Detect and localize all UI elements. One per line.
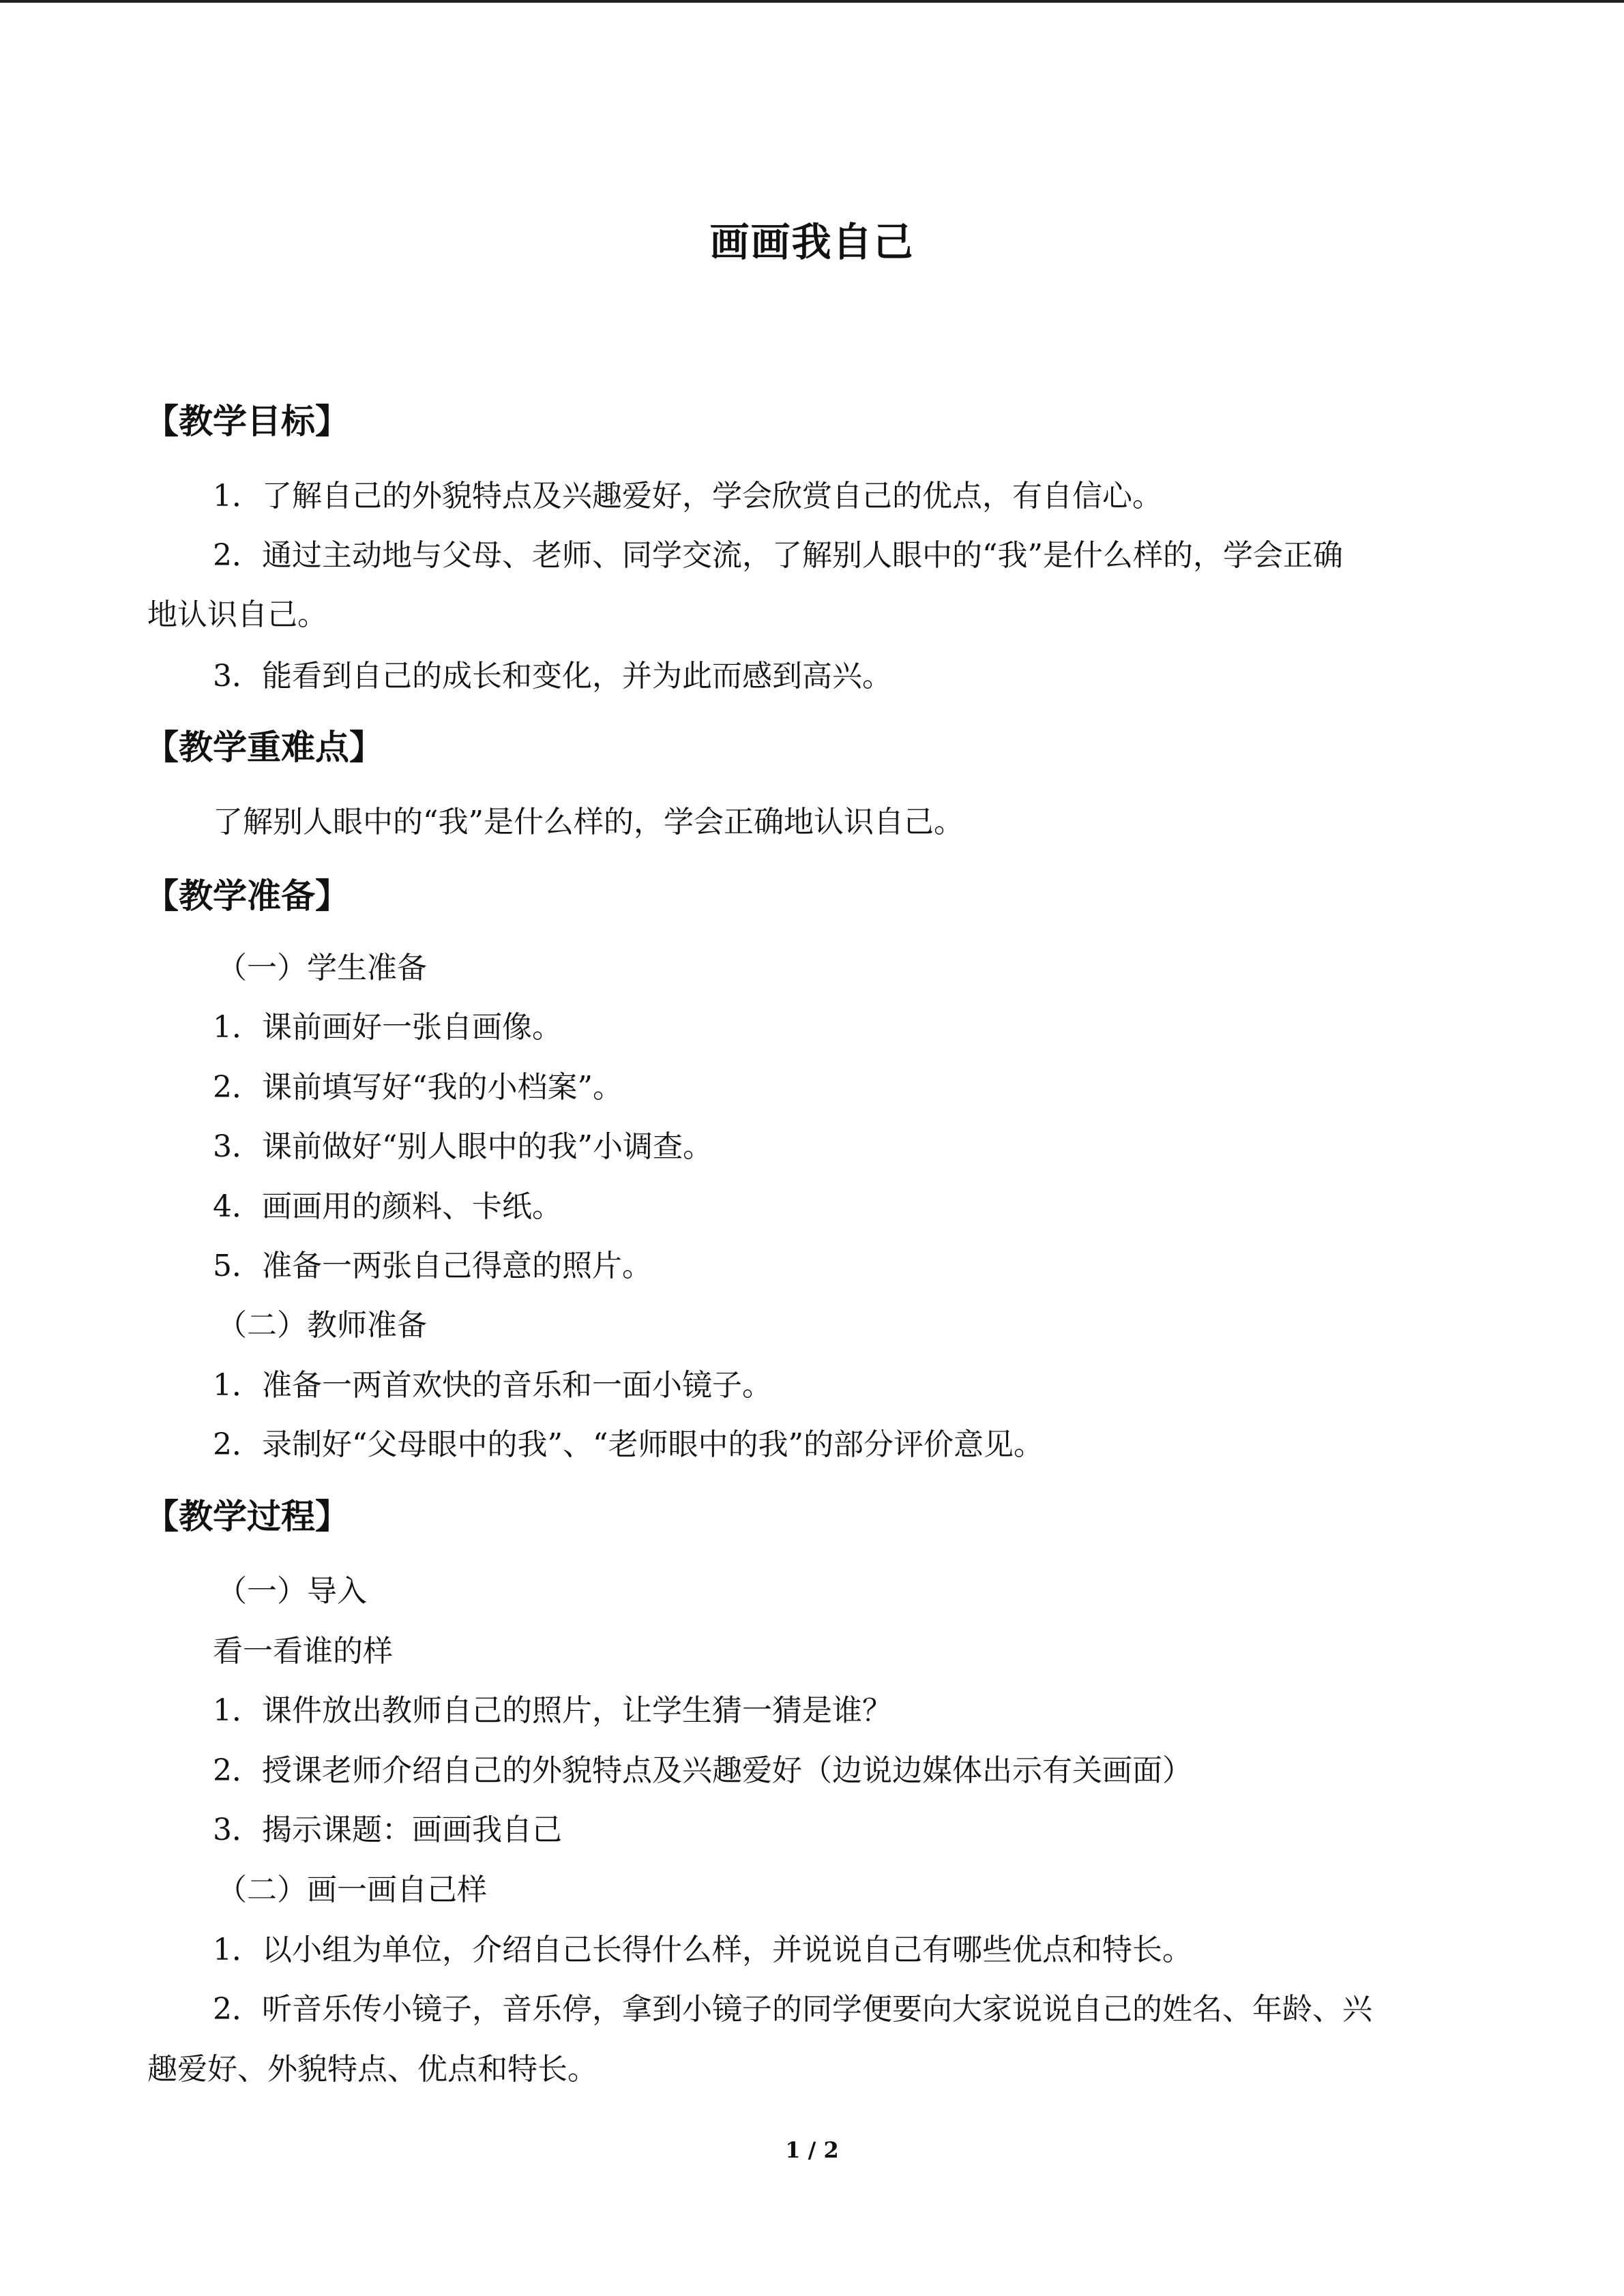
process-part1-label: （一）导入 xyxy=(217,1574,367,1609)
student-prep-label: （一）学生准备 xyxy=(217,951,427,985)
process-part2-item-1: 1．以小组为单位，介绍自己长得什么样，并说说自己有哪些优点和特长。 xyxy=(213,1933,1192,1967)
student-prep-item-3: 3．课前做好“别人眼中的我”小调查。 xyxy=(213,1129,713,1164)
top-border-rule xyxy=(0,0,1624,3)
document-title: 画画我自己 xyxy=(709,219,915,265)
student-prep-item-4: 4．画画用的颜料、卡纸。 xyxy=(213,1189,562,1224)
heading-preparation: 【教学准备】 xyxy=(145,876,349,916)
process-part1-item-2: 2．授课老师介绍自己的外貌特点及兴趣爱好（边说边媒体出示有关画面） xyxy=(213,1753,1192,1788)
process-part2-item-2-continued: 趣爱好、外貌特点、优点和特长。 xyxy=(147,2052,597,2087)
process-part2-item-2: 2．听音乐传小镜子，音乐停，拿到小镜子的同学便要向大家说说自己的姓名、年龄、兴 xyxy=(213,1992,1372,2027)
teacher-prep-label: （二）教师准备 xyxy=(217,1308,427,1343)
teacher-prep-item-1: 1．准备一两首欢快的音乐和一面小镜子。 xyxy=(213,1368,772,1403)
student-prep-item-5: 5．准备一两张自己得意的照片。 xyxy=(213,1249,652,1283)
objective-item-1: 1．了解自己的外貌特点及兴趣爱好，学会欣赏自己的优点，有自信心。 xyxy=(213,479,1162,513)
student-prep-item-2: 2．课前填写好“我的小档案”。 xyxy=(213,1070,623,1105)
student-prep-item-1: 1．课前画好一张自画像。 xyxy=(213,1010,562,1045)
objective-item-2: 2．通过主动地与父母、老师、同学交流，了解别人眼中的“我”是什么样的，学会正确 xyxy=(213,538,1343,573)
process-part1-item-3: 3．揭示课题：画画我自己 xyxy=(213,1813,562,1847)
process-part1-item-1: 1．课件放出教师自己的照片，让学生猜一猜是谁？ xyxy=(213,1693,892,1728)
heading-process: 【教学过程】 xyxy=(145,1496,349,1536)
process-part2-label: （二）画一画自己样 xyxy=(217,1873,487,1907)
heading-objectives: 【教学目标】 xyxy=(145,401,349,441)
page-number: 1 / 2 xyxy=(785,2137,839,2163)
process-part1-subtitle: 看一看谁的样 xyxy=(213,1634,393,1669)
key-points-text: 了解别人眼中的“我”是什么样的，学会正确地认识自己。 xyxy=(213,805,964,839)
objective-item-3: 3．能看到自己的成长和变化，并为此而感到高兴。 xyxy=(213,659,892,694)
heading-key-points: 【教学重难点】 xyxy=(145,727,383,767)
teacher-prep-item-2: 2．录制好“父母眼中的我”、“老师眼中的我”的部分评价意见。 xyxy=(213,1427,1044,1462)
objective-item-2-continued: 地认识自己。 xyxy=(147,597,327,632)
